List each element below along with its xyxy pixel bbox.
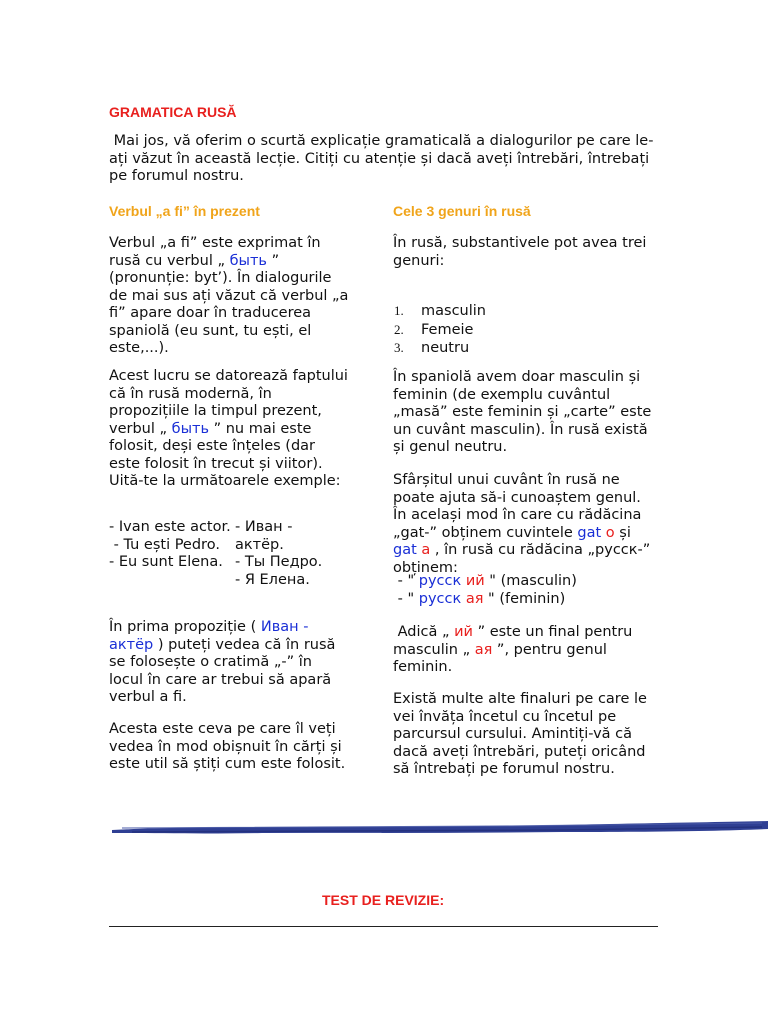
page-title: GRAMATICA RUSĂ xyxy=(109,104,237,120)
ending-aya: ая xyxy=(474,641,493,658)
form-suffix: " (feminin) xyxy=(483,590,566,607)
form-prefix: - " xyxy=(393,590,419,607)
form-suffix: " (masculin) xyxy=(484,573,577,589)
intro-paragraph: Mai jos, vă oferim o scurtă explicație gramaticală a dialogurilor pe care le-ați văzut în această lecție. Citiți cu atenție și dacă aveți întrebări, întrebați pe forumul nostru. xyxy=(109,133,654,184)
right-p4-text-2: ” este un final pentru masculin „ xyxy=(393,624,637,658)
form-prefix: - " xyxy=(393,573,419,589)
russian-forms xyxy=(393,573,655,608)
left-p1-text-after: ” (pronunție: byt’). În dialogurile de mai sus ați văzut că verbul „a fi” apare doar în traducerea spaniolă (eu sunt, tu ești, el este,...). xyxy=(109,252,354,356)
right-paragraph-1: În rusă, substantivele pot avea trei genuri: xyxy=(393,235,647,269)
right-column-heading: Cele 3 genuri în rusă xyxy=(393,203,531,219)
test-title: TEST DE REVIZIE: xyxy=(322,892,445,908)
right-p3-text-1: Sfârșitul unui cuvânt în rusă ne poate ajuta să-i cunoaștem genul. În același mod în care cu rădăcina „gat-” obținem cuvintele xyxy=(393,472,647,541)
word-gato-root: gat xyxy=(577,524,606,541)
word-gato-ending: o xyxy=(605,524,615,541)
right-p4-text-3: ”, pentru genul feminin. xyxy=(393,641,612,675)
right-paragraph-3 xyxy=(393,472,655,577)
right-p3-text-2: și xyxy=(614,524,636,541)
list-number: 2. xyxy=(394,321,404,337)
form-root: русск xyxy=(418,590,466,607)
list-item-text: neutru xyxy=(421,340,470,356)
left-p2-text-after: ” nu mai este folosit, deși este înțeles (dar este folosit în trecut și viitor). Uită-te la următoarele exemple: xyxy=(109,420,341,489)
example-ro-line: - Eu sunt Elena. xyxy=(109,554,223,570)
form-line-feminine xyxy=(393,591,655,609)
left-paragraph-1 xyxy=(109,235,354,358)
russian-phrase-ivan-akter: Иван - актёр xyxy=(109,619,309,653)
ending-iy: ий xyxy=(454,624,473,640)
right-paragraph-2: În spaniolă avem doar masculin și feminin (de exemplu cuvântul „masă” este feminin și „carte” este un cuvânt masculin). În rusă există și genul neutru. xyxy=(393,369,652,455)
word-gata-root: gat xyxy=(393,542,422,558)
left-p2-text-before: Acest lucru se datorează faptului că în rusă modernă, în propozițiile la timpul prezent, verbul „ xyxy=(109,368,353,437)
left-column-heading: Verbul „a fi” în prezent xyxy=(109,203,260,219)
list-item-text: Femeie xyxy=(421,321,474,338)
left-paragraph-4: Acesta este ceva pe care îl veți vedea în mod obișnuit în cărți și este util să știți cum este folosit. xyxy=(109,721,346,772)
left-p1-text-before: Verbul „a fi” este exprimat în rusă cu verbul „ xyxy=(109,235,326,269)
example-ru-line: - Ты Педро. xyxy=(235,554,323,570)
form-ending: ий xyxy=(465,573,485,589)
list-item xyxy=(393,339,486,358)
brush-stroke-divider xyxy=(112,818,768,838)
left-paragraph-2 xyxy=(109,368,353,491)
form-ending: ая xyxy=(465,590,484,607)
russian-word-byt-2: быть xyxy=(171,420,210,437)
answer-line xyxy=(109,926,658,927)
example-ro-line: - Ivan este actor. xyxy=(109,519,231,535)
list-number: 3. xyxy=(394,340,404,355)
examples-russian xyxy=(235,519,322,589)
list-item xyxy=(393,302,486,321)
form-root: русск xyxy=(418,573,466,589)
right-p3-text-3: , în rusă cu rădăcina „русск-” obținem: xyxy=(393,542,655,576)
left-p3-text-after: ) puteți vedea că în rusă se folosește o cratimă „-” în locul în care ar trebui să apară verbul a fi. xyxy=(109,636,341,705)
example-ru-line: - Иван - xyxy=(235,519,293,535)
right-paragraph-5: Există multe alte finaluri pe care le vei învăța încetul cu încetul pe parcursul cursului. Amintiți-vă că dacă aveți întrebări, puteți oricând să întrebați pe forumul nostru. xyxy=(393,691,647,777)
gender-list xyxy=(393,302,486,358)
list-number: 1. xyxy=(394,303,404,318)
examples-romanian xyxy=(109,519,231,572)
example-ru-line: актёр. xyxy=(235,536,284,553)
russian-word-byt: быть xyxy=(229,252,267,269)
example-ru-line: - Я Елена. xyxy=(235,571,310,588)
example-ro-line: - Tu ești Pedro. xyxy=(109,536,220,553)
right-paragraph-4 xyxy=(393,624,655,677)
list-item xyxy=(393,321,486,340)
form-line-masculine xyxy=(393,573,655,591)
left-p3-text-before: În prima propoziție ( xyxy=(109,619,261,635)
word-gata-ending: a xyxy=(421,542,431,558)
right-p4-text-1: Adică „ xyxy=(393,624,455,640)
left-paragraph-3 xyxy=(109,619,349,707)
list-item-text: masculin xyxy=(421,303,486,319)
